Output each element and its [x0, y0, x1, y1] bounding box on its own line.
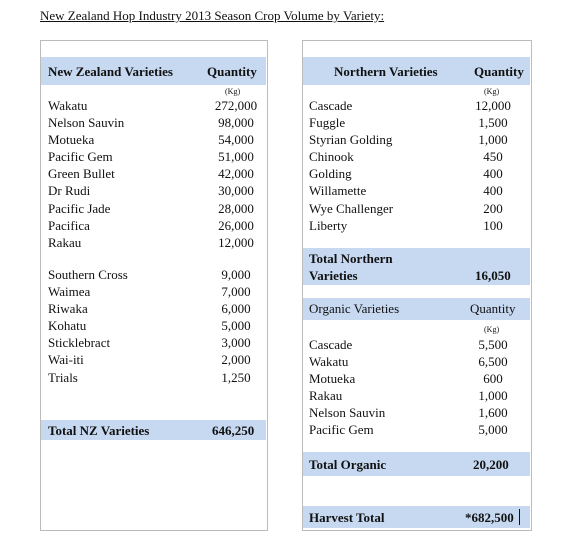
list-item: 400 — [483, 183, 503, 199]
list-item: Rakau — [309, 388, 343, 404]
northern-total-label-2: Varieties — [309, 268, 358, 283]
list-item: Styrian Golding — [309, 132, 393, 148]
organic-names — [309, 336, 385, 439]
document-title: New Zealand Hop Industry 2013 Season Crop Volume by Variety: — [40, 8, 385, 23]
list-item: Sticklebract — [48, 335, 111, 351]
list-item: Green Bullet — [48, 166, 115, 182]
list-item: Riwaka — [48, 301, 88, 317]
nz-group2-names — [48, 266, 128, 386]
list-item: 12,000 — [475, 98, 511, 113]
list-item: 6,000 — [221, 301, 251, 317]
list-item: 272,000 — [214, 98, 258, 113]
list-item: Golding — [309, 166, 352, 182]
harvest-total-label: Harvest Total — [309, 510, 385, 525]
list-item: Wakatu — [309, 354, 349, 370]
list-item: 1,000 — [478, 132, 508, 148]
list-item: Rakau — [48, 234, 82, 250]
list-item: 12,000 — [218, 234, 254, 250]
list-item: Kohatu — [48, 318, 87, 334]
nz-total-value: 646,250 — [212, 423, 255, 438]
list-item: Chinook — [309, 149, 354, 165]
northern-names — [309, 97, 393, 234]
organic-total-value: 20,200 — [473, 457, 509, 472]
list-item: Wye Challenger — [309, 200, 394, 216]
nz-header-variety: New Zealand Varieties — [48, 64, 173, 79]
list-item: Waimea — [48, 284, 91, 300]
list-item: 400 — [483, 166, 503, 182]
list-item: Fuggle — [309, 115, 346, 131]
list-item: Motueka — [48, 132, 95, 148]
harvest-total-value: *682,500 — [465, 510, 514, 525]
list-item: 9,000 — [221, 267, 251, 282]
list-item: 26,000 — [218, 217, 254, 233]
organic-total-label: Total Organic — [309, 457, 387, 472]
list-item: 28,000 — [218, 200, 254, 216]
list-item: Pacific Jade — [48, 200, 111, 216]
list-item: 200 — [483, 200, 503, 216]
list-item: Cascade — [309, 98, 353, 113]
list-item: 600 — [483, 371, 503, 387]
list-item: Trials — [48, 369, 78, 385]
text-cursor — [519, 509, 520, 525]
northern-total-label-1: Total Northern — [309, 251, 393, 266]
nz-group2-quantities — [204, 266, 268, 386]
northern-header-variety: Northern Varieties — [334, 64, 438, 79]
nz-unit-label: (Kg) — [225, 87, 241, 96]
list-item: Wai-iti — [48, 352, 84, 368]
nz-group1-names — [48, 97, 124, 251]
organic-header-quantity: Quantity — [470, 301, 516, 316]
list-item: 1,500 — [478, 115, 508, 131]
list-item: Nelson Sauvin — [309, 405, 386, 421]
list-item: 5,000 — [221, 318, 251, 334]
northern-header-quantity: Quantity — [474, 64, 524, 79]
list-item: 2,000 — [221, 352, 251, 368]
list-item: 51,000 — [218, 149, 254, 165]
list-item: 6,500 — [478, 354, 508, 370]
list-item: Liberty — [309, 217, 348, 233]
list-item: Motueka — [309, 371, 356, 387]
list-item: 1,250 — [221, 369, 251, 385]
list-item: 1,600 — [478, 405, 508, 421]
list-item: Pacifica — [48, 217, 90, 233]
list-item: 3,000 — [221, 335, 251, 351]
list-item: 42,000 — [218, 166, 254, 182]
list-item: Willamette — [309, 183, 367, 199]
list-item: 54,000 — [218, 132, 254, 148]
list-item: 98,000 — [218, 115, 254, 131]
list-item: Pacific Gem — [48, 149, 113, 165]
list-item: 30,000 — [218, 183, 254, 199]
list-item: Cascade — [309, 337, 353, 352]
northern-total-value: 16,050 — [475, 268, 511, 283]
list-item: Nelson Sauvin — [48, 115, 125, 131]
northern-quantities — [461, 97, 525, 234]
organic-header-variety: Organic Varieties — [309, 301, 400, 316]
list-item: Southern Cross — [48, 267, 128, 282]
organic-unit-label: (Kg) — [484, 325, 500, 334]
nz-header-quantity: Quantity — [207, 64, 257, 79]
list-item: 5,500 — [478, 337, 508, 352]
list-item: Pacific Gem — [309, 422, 374, 438]
list-item: Dr Rudi — [48, 183, 91, 199]
northern-unit-label: (Kg) — [484, 87, 500, 96]
list-item: Wakatu — [48, 98, 88, 113]
list-item: 100 — [483, 217, 503, 233]
nz-total-label: Total NZ Varieties — [48, 423, 150, 438]
list-item: 450 — [483, 149, 503, 165]
list-item: 1,000 — [478, 388, 508, 404]
list-item: 7,000 — [221, 284, 251, 300]
list-item: 5,000 — [478, 422, 508, 438]
nz-group1-quantities — [204, 97, 268, 251]
organic-quantities — [461, 336, 525, 439]
